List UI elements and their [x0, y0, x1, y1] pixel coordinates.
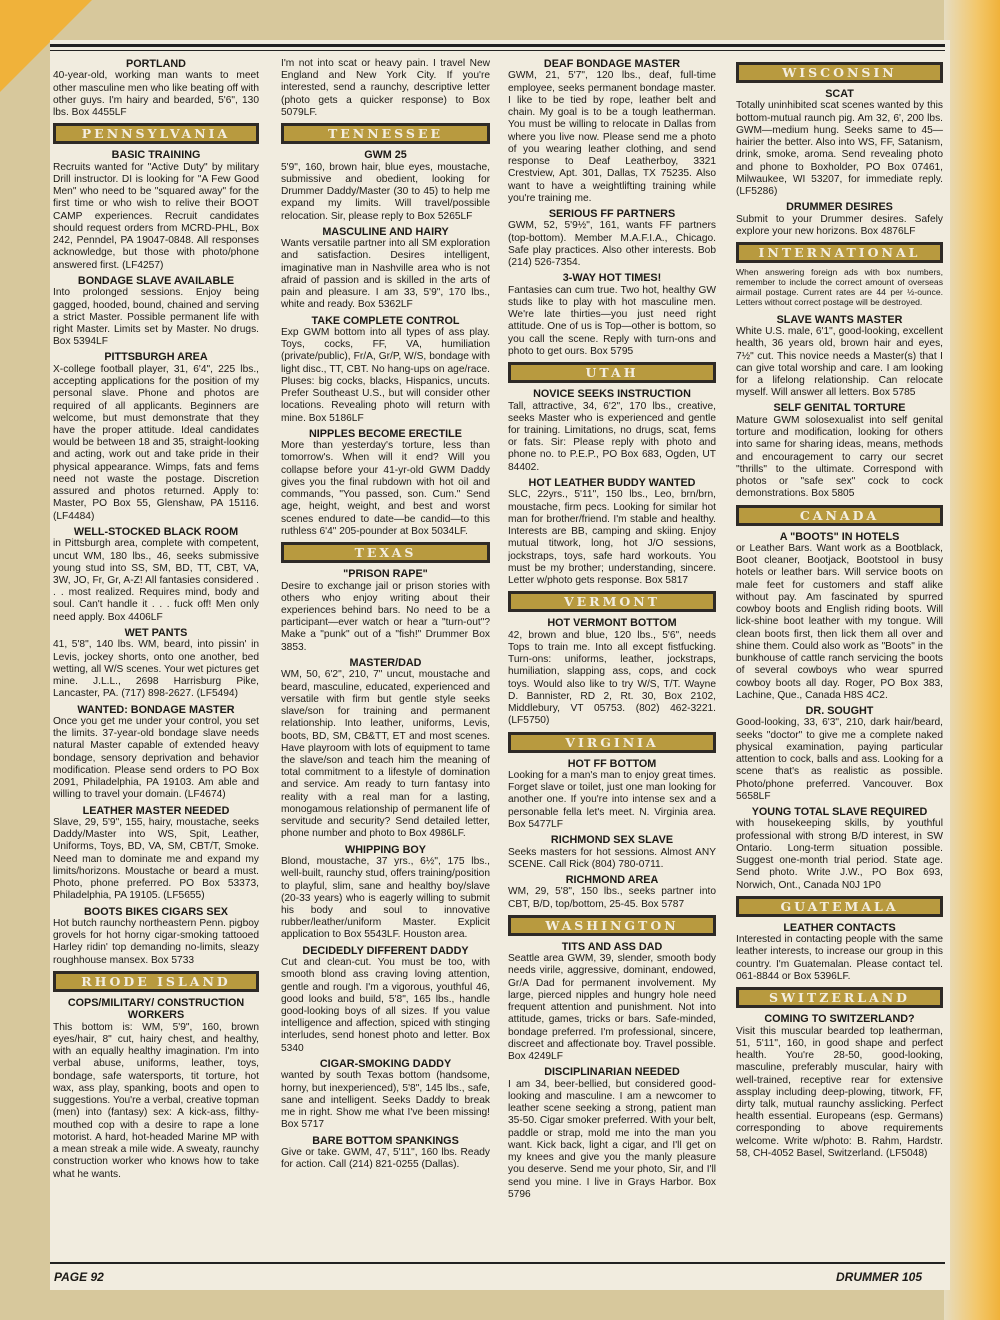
- ad-title: MASTER/DAD: [349, 656, 422, 669]
- classified-ad: [736, 314, 943, 400]
- ad-body: WM, 29, 5'8", 150 lbs., seeks partner into CBT, B/D, top/bottom, 25-45. Box 5787: [508, 886, 716, 910]
- classified-ad: [736, 806, 943, 892]
- ad-title: LEATHER MASTER NEEDED: [82, 804, 230, 817]
- ad-body: Hot butch raunchy northeastern Penn. pigboy grovels for hot horny cigar-smoking tattooed Harley ridin' top demanding no-limits, sleazy roughhouse mansex. Box 5733: [53, 918, 259, 966]
- classified-ad: [281, 657, 490, 841]
- classified-ad: [508, 208, 716, 269]
- classified-ad: [281, 945, 490, 1055]
- section-heading: TEXAS: [284, 545, 487, 560]
- section-banner: [508, 732, 716, 753]
- section-heading: PENNSYLVANIA: [56, 126, 256, 141]
- section-heading: RHODE ISLAND: [56, 974, 256, 989]
- top-rule: [50, 44, 945, 47]
- classified-ad: [281, 568, 490, 654]
- ad-body: 42, brown and blue, 120 lbs., 5'6", needs Tops to train me. Into all except fistfucking. Turn-ons: uniforms, leather, jockstraps, humiliation, slapping ass, cops, and cock toys. Would also like to try W/S, T/T. Wayne D. Bannister, RD 2, Rt. 30, Box 2102, Middlebury, VT 05753. (802) 462-3221. (LF5750): [508, 629, 716, 727]
- ad-body: GWM, 52, 5'9½", 161, wants FF partners (top-bottom). Member M.A.F.I.A., Chicago. Safe play practices. Also other interests. Bob (214) 526-7354.: [508, 220, 716, 269]
- ad-body: WM, 50, 6'2", 210, 7" uncut, moustache and beard, masculine, educated, experienced and versatile with firm but gentle style seeks slave/son for training and permanent relationship. Into leather, uniforms, Levis, boots, BD, SM, CB&TT, ET and most scenes. Have playroom with lots of equipment to tame the slave/son and teach him the meaning of total commitment to a lifestyle of domination and service. Am ready to turn fantasy into reality with a real man for a lasting, monogamous relationship of permanent life of servitude and security? Send detailed letter, phone number and photo to Box 4986LF.: [281, 669, 490, 840]
- ad-title: SERIOUS FF PARTNERS: [548, 207, 676, 220]
- ad-body: Visit this muscular bearded top leatherman, 51, 5'11", 160, in good shape and perfect health. You're 28-50, good-looking, masculine, preferably muscular, hairy with well-trained, receptive rear for extensive assplay including deep-plowing, titwork, FF, dirty talk, mutual raunchy asslicking. Perfect health essential. Europeans (esp. Germans) corresponding to above requirements welcome. Write w/photo: B. Rahm, Hardstr. 58, CH-4052 Basel, Switzerland. (LF5048): [736, 1025, 943, 1159]
- ad-title: TITS AND ASS DAD: [561, 940, 663, 953]
- ad-title: NOVICE SEEKS INSTRUCTION: [533, 388, 691, 401]
- section-banner: [736, 242, 943, 263]
- ad-title: PORTLAND: [126, 58, 186, 70]
- ad-body: Blond, moustache, 37 yrs., 6½", 175 lbs., well-built, raunchy stud, offers training/position to playful, slim, sane and healthy boy/slave (20-33 years) who is eagerly willing to submit his body and soul to innovative rubber/leather/uniform Master. Explicit application to Box 5543LF. Houston area.: [281, 856, 490, 941]
- ad-title: HOT FF BOTTOM: [567, 757, 657, 770]
- section-banner: [736, 62, 943, 83]
- section-heading: UTAH: [511, 365, 713, 380]
- ad-title: DRUMMER DESIRES: [786, 201, 893, 214]
- section-heading: TENNESSEE: [284, 126, 487, 141]
- magazine-folio: DRUMMER 105: [836, 1270, 923, 1284]
- bottom-rule: [50, 1262, 945, 1264]
- ad-body: Fantasies can cum true. Two hot, healthy GW studs like to play with hot masculine men. We're late thirties—you just need right attitude. One of us is Top—other is bottom, so you call the scene. Reply with turn-ons and photo to get ours. Box 5795: [508, 284, 716, 357]
- ad-body: Desire to exchange jail or prison stories with others who enjoy writing about their experiences behind bars. No need to be a participant—ever watch or hear a "turn-out"? Make a "punk" out of a "fish!" Drummer Box 3853.: [281, 580, 490, 653]
- ad-body: GWM, 21, 5'7", 120 lbs., deaf, full-time employee, seeks permanent bondage master. I like to be tied by rope, leather belt and chain. My goal is to be a tough leatherman. You must be willing to relocate in Dallas from where you live now. Please send me a photo of you wearing leather clothing, and send response to Deaf Leatherboy, 3321 Crestview, Apt. 301, Dallas, TX 75235. Also want to have a weightlifting training while you're training me.: [508, 70, 716, 204]
- column-3: [508, 58, 716, 1260]
- ad-title: SCAT: [825, 88, 854, 100]
- classified-ad: [736, 531, 943, 702]
- classified-ad: [508, 617, 716, 727]
- classified-ad: [281, 226, 490, 312]
- ad-body: This bottom is: WM, 5'9", 160, brown eyes/hair, 8" cut, hairy chest, and healthy, with an equally healthy imagination. I'm into verbal abuse, uniforms, leather, toys, bondage, safe watersports, tit torture, hot wax, ass play, spanking, boots and open to suggestions. You're a verbal, creative topman (men) into (fantasy) sex: A kick-ass, filthy-mouthed cop with a desire to rape a lone motorist. A hard, hot-headed Marine MP with a mean streak a mile wide. A sweaty, raunchy construction worker who knows how to take what he wants.: [53, 1021, 259, 1180]
- ad-body: Cut and clean-cut. You must be too, with smooth blond ass craving loving attention, gentle and rough. I'm a vigorous, youthful 46, good looks and build, 5'8", 165 lbs., handle good-looking boys of all sizes. If you value intelligence and affection, spiced with stinging interludes, send honest photo and letter. Box 5340: [281, 957, 490, 1054]
- ad-title: BOOTS BIKES CIGARS SEX: [84, 905, 228, 918]
- ad-body: 41, 5'8", 140 lbs. WM, beard, into pissin' in Levis, jockey shorts, onto one another, bed wetting, all W/S scenes. Your wet pictures get mine. J.L.L., 2698 Harrisburg Pike, Lancaster, PA. (717) 898-2627. (LF5494): [53, 639, 259, 700]
- section-banner: [736, 987, 943, 1008]
- ad-body: Mature GWM solosexualist into self genital torture and modification, looking for others into same for sharing ideas, means, methods and encouragement to carry our secret "thrills" to the ultimate. Correspond with photos or "safe sex" cock to cock demonstrations. Box 5805: [736, 414, 943, 500]
- classified-ad: [508, 272, 716, 358]
- classified-ad: [53, 704, 259, 802]
- ad-title: BONDAGE SLAVE AVAILABLE: [77, 274, 235, 287]
- classified-ad: [53, 997, 259, 1181]
- classified-ad: [53, 526, 259, 624]
- ad-body: White U.S. male, 6'1", good-looking, excellent health, 36 years old, brown hair and eyes, 7½" cut. This novice needs a Master(s) that I can give total worship and care. I am looking for a lifelong relationship. Can relocate myself. Will answer all letters. Box 5785: [736, 326, 943, 399]
- section-heading: VIRGINIA: [511, 735, 713, 750]
- classified-ad: [53, 149, 259, 272]
- ad-body: Good-looking, 33, 6'3", 210, dark hair/beard, seeks "doctor" to give me a complete naked physical examination, paying particular attention to cock, balls and ass. Looking for a scene that's as realistic as possible. Photo/phone preferred. Vancouver. Box 5658LF: [736, 717, 943, 802]
- page-number: PAGE 92: [54, 1270, 104, 1284]
- ad-title: SELF GENITAL TORTURE: [773, 402, 906, 415]
- classified-ad: [281, 844, 490, 942]
- classified-ad: [508, 388, 716, 474]
- section-banner: [281, 542, 490, 563]
- ad-title: PITTSBURGH AREA: [104, 351, 208, 364]
- section-banner: [281, 123, 490, 144]
- ad-title: LEATHER CONTACTS: [783, 921, 896, 934]
- ad-title: DECIDEDLY DIFFERENT DADDY: [302, 944, 469, 957]
- classified-ad: [281, 1135, 490, 1172]
- section-banner: [508, 915, 716, 936]
- classified-ad: [53, 351, 259, 522]
- ad-body: SLC, 22yrs., 5'11", 150 lbs., Leo, brn/brn, moustache, firm pecs. Looking for similar hot man for brother/friend. I'm stable and healthy. Interests are BB, camping and skiing. Enjoy mutual titwork, long, hot J/O sessions, jockstraps, toys, safe hard workouts. You must be my brother; understanding, sincere. Letter w/photo gets response. Box 5817: [508, 489, 716, 586]
- classified-ad: [736, 922, 943, 983]
- classified-ad: [508, 941, 716, 1064]
- ad-title: "PRISON RAPE": [343, 568, 428, 581]
- ad-title: DR. SOUGHT: [805, 704, 874, 717]
- ad-title: NIPPLES BECOME ERECTILE: [309, 427, 462, 440]
- classified-ad: [281, 58, 490, 119]
- ad-body: Interested in contacting people with the same leather interests, to increase our group in this country. I'm Guatemalan. Please contact tel. 061-8844 or Box 5396LF.: [736, 934, 943, 982]
- ad-body: 40-year-old, working man wants to meet other masculine men who like beating off with other guys. I'm hairy and bearded, 5'6", 130 lbs. Box 4455LF: [53, 70, 259, 119]
- ad-body: Submit to your Drummer desires. Safely explore your new horizons. Box 4876LF: [736, 213, 943, 237]
- section-heading: GUATEMALA: [739, 899, 940, 914]
- top-rule-thin: [50, 50, 945, 51]
- classified-ad: [736, 705, 943, 803]
- ad-title: MASCULINE AND HAIRY: [322, 225, 449, 238]
- ad-title: WANTED: BONDAGE MASTER: [77, 703, 235, 716]
- section-heading: WASHINGTON: [511, 918, 713, 933]
- ad-body: Seeks masters for hot sessions. Almost ANY SCENE. Call Rick (804) 780-0711.: [508, 846, 716, 870]
- ad-body: Into prolonged sessions. Enjoy being gagged, hooded, bound, chained and serving a strict Master. Possible permanent life with right Master. Limits set by Master. No drugs. Box 5394LF: [53, 287, 259, 348]
- ad-body: Totally uninhibited scat scenes wanted by this bottom-mutual raunch pig. Am 32, 6', 200 lbs. GWM—medium hung. Seeks same to 45—hairier the better. Also into WS, FF, Satanism, drink, smoke, aroma. Send revealing photo and phone to Boxholder, PO Box 07461, Milwaukee, WI 53207, for immediate reply. (LF5286): [736, 100, 943, 198]
- column-4: [736, 58, 943, 1260]
- ad-body: X-college football player, 31, 6'4", 225 lbs., accepting applications for the position of my personal slave. Phone and photos are required of all applicants. Beginners are welcome, but must demonstrate that they have the proper attitude. Ideal candidates would be between 18 and 35, straight-looking and acting, work out and take pride in their physical appearance. Wimps, fats and fems need not waste the postage. Discretion assured and photos returned. Apply to: Master, PO Box 55, Glenshaw, PA 15116. (LF4484): [53, 363, 259, 522]
- ad-body: Wants versatile partner into all SM exploration and satisfaction. Desires intelligent, imaginative man in Nashville area who is not afraid of passion and is skilled in the arts of pain and pleasure. I am 33, 5'9", 170 lbs., white and ready. Box 5362LF: [281, 238, 490, 311]
- ad-title: BARE BOTTOM SPANKINGS: [312, 1134, 459, 1147]
- section-banner: [736, 896, 943, 917]
- ad-title: RICHMOND AREA: [565, 873, 659, 886]
- ad-body: I am 34, beer-bellied, but considered good-looking and masculine. I am a newcomer to leather scene seeking a strong, patient man 35-50. Cigar smoker preferred. With your belt, paddle or strap, mold me into the man you want. Kick back, light a cigar, and I'll get on my knees and give you the manly pleasure you deserve. Send me your photo, Sir, and I'll send you mine. I live in Grays Harbor. Box 5796: [508, 1078, 716, 1200]
- ad-body: Looking for a man's man to enjoy great times. Forget slave or toilet, just one man looking for another one. If you're into intense sex and a personable fella let's meet. N. Virginia area. Box 5477LF: [508, 769, 716, 830]
- ad-title: HOT LEATHER BUDDY WANTED: [528, 476, 696, 489]
- ad-title: SLAVE WANTS MASTER: [776, 313, 903, 326]
- ad-body: Give or take. GWM, 47, 5'11", 160 lbs. Ready for action. Call (214) 821-0255 (Dallas).: [281, 1146, 490, 1171]
- ad-body: 5'9", 160, brown hair, blue eyes, moustache, submissive and obedient, looking for Drummer Daddy/Master (30 to 45) to help me expand my limits. Will travel/possible relocation. Sir, please reply to Box 5265LF: [281, 161, 490, 222]
- classified-ad: [53, 805, 259, 903]
- ad-body: Slave, 29, 5'9", 155, hairy, moustache, seeks Daddy/Master into WS, Spit, Leather, Uniforms, Toys, BD, VA, SM, CBT/T, Smoke. Need man to dominate me and expand my limits/horizons. Moustache or beard a must. Photo, phone preferred. PO Box 53373, Philadelphia, PA 19105. (LF5655): [53, 816, 259, 902]
- classified-ad: [508, 758, 716, 832]
- ad-body: or Leather Bars. Want work as a Bootblack, Boot cleaner, Bootjack, Bootstool in busy hotels or leather bars. Will service boots on male feet for customers and staff alike without pay. Am fascinated by spurred cowboy boots and English riding boots. Will lick-shine boot leather with my tongue. Will clean boots first, then lick them all over and shine them. Could also work as "Boots" in the bunkhouse of cattle ranch servicing the boots of several cowboys who wear spurred cowboy boots all day. Roger, PO Box 383, Lachine, Que., Canada H8S 4C2.: [736, 542, 943, 701]
- ad-title: GWM 25: [364, 149, 407, 162]
- section-banner: [53, 123, 259, 144]
- ad-title: RICHMOND SEX SLAVE: [550, 834, 674, 847]
- ad-title: COMING TO SWITZERLAND?: [764, 1013, 915, 1026]
- ad-title: YOUNG TOTAL SLAVE REQUIRED: [751, 806, 928, 819]
- ad-title: WHIPPING BOY: [345, 843, 426, 856]
- ad-title: CIGAR-SMOKING DADDY: [319, 1057, 452, 1070]
- page-edge: [944, 0, 1000, 1320]
- classified-ad: [53, 58, 259, 119]
- ad-title: A "BOOTS" IN HOTELS: [779, 530, 900, 543]
- section-heading: CANADA: [739, 508, 940, 523]
- classified-ad: [281, 428, 490, 538]
- classified-ad: [281, 315, 490, 425]
- ad-body: with housekeeping skills, by youthful professional with strong B/D interest, in SW Ontario. Long-term situation possible. Suggest one-month trial period. State age. Send photo. Write J.W., PO Box 693, Norwich, Ont., Canada N0J 1P0: [736, 818, 943, 891]
- section-banner: [53, 971, 259, 992]
- ad-title: DISCIPLINARIAN NEEDED: [544, 1066, 680, 1079]
- ad-body: Tall, attractive, 34, 6'2", 170 lbs., creative, seeks Master who is experienced and gentle for training. Limitations, no drugs, scat, fems or fats. Sir: Please reply with photo and phone no. to P.E.P., PO Box 683, Ogden, UT 84402.: [508, 400, 716, 473]
- classified-ad: [281, 1058, 490, 1132]
- ad-body: More than yesterday's torture, less than tomorrow's. When will it end? Will you collapse before your 41-yr-old GWM Daddy gives you the final rubdown with hot oil and commands, "You passed, son. Cum." Send age, height, weight, and best and worst scenes endured to date—be candid—to this ruthless 6'4" 205-pounder at Box 5034LF.: [281, 440, 490, 537]
- ad-body: wanted by south Texas bottom (handsome, horny, but inexperienced), 5'8", 145 lbs., safe, sane and intelligent. Seeks Daddy to break me in right. Show me what I've been missing! Box 5717: [281, 1070, 490, 1131]
- classified-ad: [508, 1066, 716, 1201]
- section-heading: WISCONSIN: [739, 65, 940, 80]
- ad-body: Exp GWM bottom into all types of ass play. Toys, cocks, FF, VA, humiliation (private/public), Fr/A, Gr/P, W/S, bondage with light disc., TT, CBT. No hang-ups on age/race. Pluses: big cocks, blacks, Hispanics, uncuts. Prefer Southeast U.S., but will consider other locations. Revealing photo will return with mine. Box 5186LF: [281, 326, 490, 424]
- ad-body: I'm not into scat or heavy pain. I travel New England and New York City. If you're interested, send a raunchy, descriptive letter (photo gets a quicker response) to Box 5079LF.: [281, 58, 490, 118]
- classified-ad: [53, 275, 259, 349]
- section-heading: INTERNATIONAL: [739, 245, 940, 260]
- ad-title: DEAF BONDAGE MASTER: [543, 58, 681, 70]
- ad-title: HOT VERMONT BOTTOM: [547, 617, 677, 630]
- classified-ad: [281, 149, 490, 223]
- column-1: [53, 58, 259, 1260]
- section-banner: [508, 591, 716, 612]
- classified-ad: [736, 88, 943, 198]
- ad-title: WET PANTS: [124, 626, 188, 639]
- classified-ad: [508, 477, 716, 587]
- ad-title: BASIC TRAINING: [111, 149, 201, 162]
- postage-note: When answering foreign ads with box numbers, remember to include the correct amount of overseas airmail postage. Current rates are 44 per ½-ounce. Letters without correct postage will be destroyed.: [736, 267, 943, 307]
- section-heading: VERMONT: [511, 594, 713, 609]
- ad-body: in Pittsburgh area, complete with competent, uncut WM, 180 lbs., 46, seeks submissive young stud into SS, SM, BD, TT, CBT, VA, 3W, JO, Fr, Gr, A-Z! All fantasies considered . . . most realized. Requires mind, body and soul. Can't handle it . . . fuck off! Men only need apply. Box 4406LF: [53, 538, 259, 623]
- ad-title: WELL-STOCKED BLACK ROOM: [73, 525, 239, 538]
- classified-ad: [736, 1013, 943, 1160]
- classified-ad: [736, 402, 943, 500]
- ad-title: 3-WAY HOT TIMES!: [562, 272, 662, 285]
- classified-ad: [53, 627, 259, 701]
- section-banner: [508, 362, 716, 383]
- column-2: [281, 58, 490, 1260]
- ad-title: TAKE COMPLETE CONTROL: [311, 314, 460, 327]
- ad-title: COPS/MILITARY/ CONSTRUCTION WORKERS: [67, 996, 245, 1022]
- section-banner: [736, 505, 943, 526]
- ad-body: Once you get me under your control, you set the limits. 37-year-old bondage slave needs natural Master capable of extended heavy bondage, sensory deprivation and behavior modification. Please send orders to PO Box 2091, Philadelphia, PA 19103. Am able and willing to travel your domain. (LF4674): [53, 715, 259, 801]
- ad-body: Seattle area GWM, 39, slender, smooth body needs virile, aggressive, dominant, endowed, Gr/A Dad for permanent involvement. My large, pierced nipples and hungry hole need frequent attention and punishment. Not into attitude, games, tricks or bars. Safe-minded, bondage preferred. I'm professional, sincere, discreet and affectionate boy. Travel possible. Box 4249LF: [508, 953, 716, 1063]
- classified-ad: [508, 874, 716, 911]
- classified-ad: [508, 58, 716, 205]
- classified-ad: [736, 201, 943, 238]
- ad-body: Recruits wanted for "Active Duty" by military Drill instructor. DI is looking for "A Few Good Men" who need to be "squared away" for the first time or who wish to relive their BOOT CAMP experiences. Recruit candidates should request orders from MCRD-PHL, Box 242, Penndel, PA 19047-0848. All responses acknowledge, but those with photo/phone answered first. (LF4257): [53, 161, 259, 271]
- classified-ad: [53, 906, 259, 967]
- section-heading: SWITZERLAND: [739, 990, 940, 1005]
- classified-ad: [508, 834, 716, 871]
